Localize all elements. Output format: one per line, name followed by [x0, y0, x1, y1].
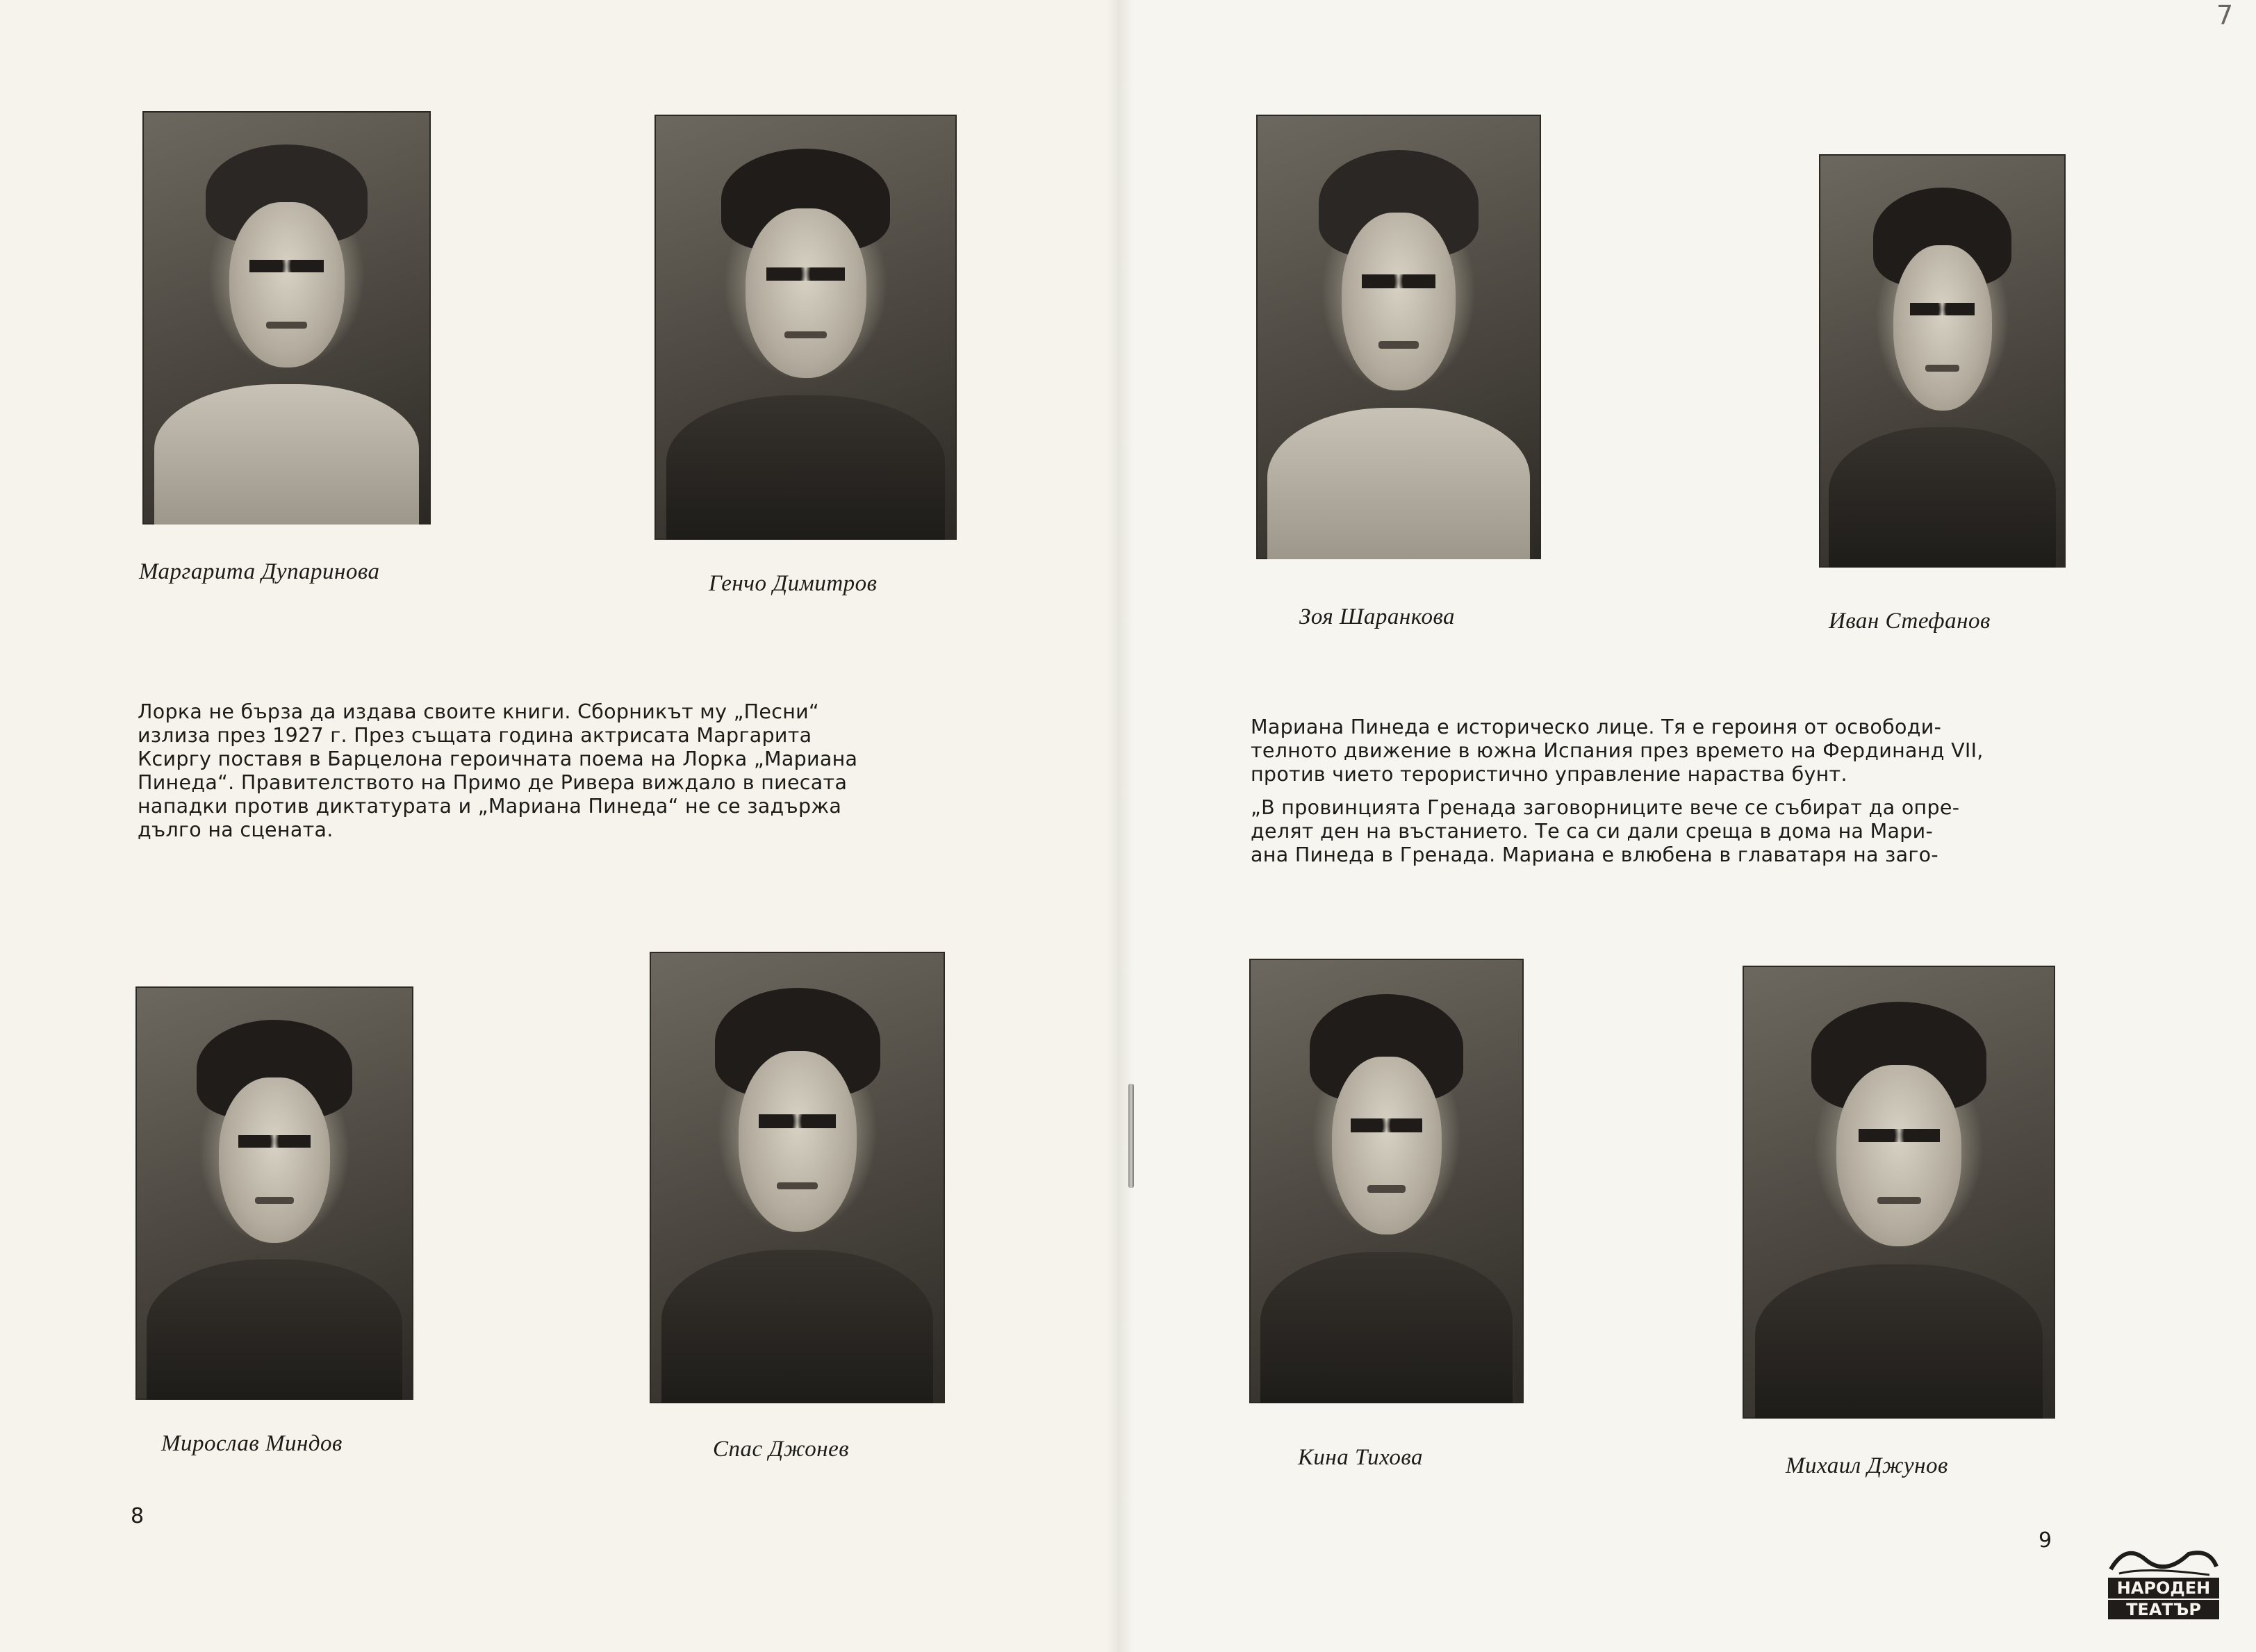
portrait-caption: Маргарита Дупаринова — [139, 559, 380, 584]
text-line: дълго на сцената. — [138, 818, 334, 841]
text-line: ана Пинеда в Гренада. Мариана е влюбена в главатаря на заго- — [1251, 843, 1938, 866]
corner-mark: 7 — [2216, 0, 2234, 31]
text-line: Мариана Пинеда е историческо лице. Тя е героиня от освободи- — [1251, 716, 1942, 738]
text-line: Ксиргу поставя в Барцелона героичната поема на Лорка „Мариана — [138, 747, 858, 770]
text-line: телното движение в южна Испания през времето на Фердинанд VII, — [1251, 739, 1984, 762]
portrait-caption: Кина Тихова — [1298, 1445, 1424, 1470]
portrait-photo — [142, 111, 431, 524]
page-number: 9 — [2039, 1528, 2052, 1553]
portrait-caption: Генчо Димитров — [709, 571, 878, 596]
spine-gutter — [1106, 0, 1134, 1652]
portrait-caption: Иван Стефанов — [1829, 609, 1991, 634]
staple — [1128, 1084, 1134, 1188]
portrait-photo — [135, 986, 413, 1400]
portrait-caption: Михаил Джунов — [1786, 1453, 1948, 1478]
national-theatre-logo — [2105, 1539, 2222, 1621]
text-line: Лорка не бърза да издава своите книги. Сборникът му „Песни“ — [138, 700, 820, 723]
portrait-caption: Спас Джонев — [713, 1437, 850, 1462]
portrait-photo — [1256, 115, 1541, 559]
portrait-photo — [1249, 959, 1524, 1403]
portrait-photo — [650, 952, 945, 1403]
logo-line2: ТЕАТЪР — [2126, 1600, 2201, 1619]
portrait-photo — [654, 115, 957, 540]
page-number: 8 — [131, 1504, 145, 1528]
text-line: делят ден на въстанието. Те са си дали среща в дома на Мари- — [1251, 820, 1934, 843]
portrait-photo — [1819, 154, 2066, 568]
text-line: „В провинцията Гренада заговорниците вече се събират да опре- — [1251, 796, 1960, 819]
text-line: Пинеда“. Правителството на Примо де Ривера виждало в пиесата — [138, 771, 848, 794]
text-line: против чието терористично управление нараства бунт. — [1251, 763, 1847, 786]
portrait-photo — [1743, 966, 2055, 1419]
text-line: излиза през 1927 г. През същата година актрисата Маргарита — [138, 724, 812, 747]
portrait-caption: Мирослав Миндов — [161, 1431, 343, 1456]
portrait-caption: Зоя Шаранкова — [1299, 604, 1456, 629]
logo-line1: НАРОДЕН — [2116, 1578, 2211, 1598]
text-line: нападки против диктатурата и „Мариана Пинеда“ не се задържа — [138, 795, 842, 818]
